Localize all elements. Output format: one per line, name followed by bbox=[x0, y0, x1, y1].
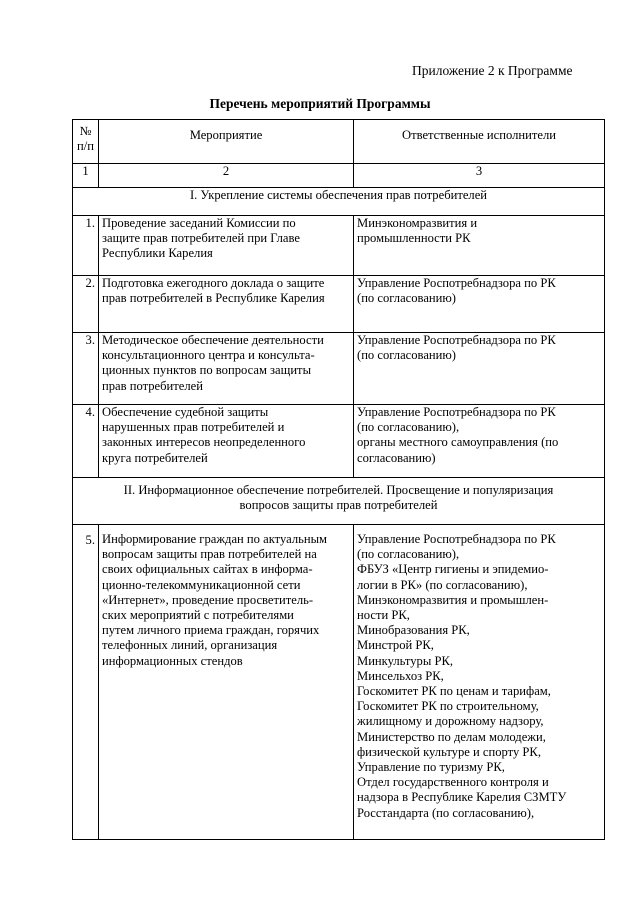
text-line: надзора в Республике Карелия СЗМТУ bbox=[357, 790, 567, 805]
text-line: Методическое обеспечение деятельности bbox=[102, 333, 324, 347]
text-line: физической культуре и спорту РК, bbox=[357, 744, 541, 759]
text-line: Минобразования РК, bbox=[357, 623, 470, 638]
text-line: круга потребителей bbox=[102, 450, 208, 465]
text-line: Росстандарта (по согласованию), bbox=[357, 805, 535, 820]
text-line: Управление Роспотребнадзора по РК bbox=[357, 276, 556, 290]
text-line: защите прав потребителей при Главе bbox=[102, 231, 300, 246]
text-line: ности РК, bbox=[357, 608, 410, 623]
text-line: путем личного приема граждан, горячих bbox=[102, 623, 320, 638]
text-line: Управление Роспотребнадзора по РК bbox=[357, 532, 556, 546]
row-number: 1. bbox=[73, 216, 99, 276]
text-line: Обеспечение судебной защиты bbox=[102, 405, 269, 419]
header-responsible: Ответственные исполнители bbox=[354, 120, 605, 164]
text-line: прав потребителей в Республике Карелия bbox=[102, 291, 325, 306]
text-line: вопросов защиты прав потребителей bbox=[239, 498, 438, 513]
text-line: ционно-телекоммуникационной сети bbox=[102, 577, 301, 592]
section-title: I. Укрепление системы обеспечения прав потребителей bbox=[73, 188, 605, 216]
text-line: информационных стендов bbox=[102, 653, 243, 668]
text-line: согласованию) bbox=[357, 450, 436, 465]
text-line: Минстрой РК, bbox=[357, 638, 434, 653]
text-line: Подготовка ежегодного доклада о защите bbox=[102, 276, 325, 290]
header-activity: Мероприятие bbox=[99, 120, 354, 164]
text-line: ционных пунктов по вопросам защиты bbox=[102, 363, 312, 378]
row-number: 4. bbox=[73, 405, 99, 478]
text-line: (по согласованию), bbox=[357, 420, 460, 435]
text-line: Минэкономразвития и промышлен- bbox=[357, 592, 549, 607]
section-row bbox=[73, 188, 605, 216]
column-numbers-row bbox=[73, 164, 605, 188]
text-line: своих официальных сайтах в информа- bbox=[102, 562, 313, 577]
text-line: вопросам защиты прав потребителей на bbox=[102, 547, 317, 562]
appendix-label: Приложение 2 к Программе bbox=[412, 63, 573, 78]
activity-cell bbox=[99, 333, 354, 405]
activity-cell bbox=[99, 276, 354, 333]
text-line: (по согласованию) bbox=[357, 348, 457, 363]
text-line: органы местного самоуправления (по bbox=[357, 435, 559, 450]
activity-cell bbox=[99, 216, 354, 276]
activities-table bbox=[72, 119, 605, 840]
text-line: Госкомитет РК по ценам и тарифам, bbox=[357, 684, 551, 699]
responsible-cell bbox=[354, 405, 605, 478]
column-number: 1 bbox=[73, 164, 99, 188]
text-line: Отдел государственного контроля и bbox=[357, 775, 549, 790]
column-number: 3 bbox=[354, 164, 605, 188]
table-row bbox=[73, 216, 605, 276]
header-num-line: п/п bbox=[77, 139, 94, 154]
text-line: прав потребителей bbox=[102, 378, 203, 393]
text-line: жилищному и дорожному надзору, bbox=[357, 714, 544, 729]
table-row bbox=[73, 276, 605, 333]
table-row bbox=[73, 333, 605, 405]
text-line: Минкультуры РК, bbox=[357, 653, 454, 668]
text-line: логии в РК» (по согласованию), bbox=[357, 577, 528, 592]
text-line: законных интересов неопределенного bbox=[102, 435, 306, 450]
text-line: ФБУЗ «Центр гигиены и эпидемио- bbox=[357, 562, 549, 577]
text-line: Минэкономразвития и bbox=[357, 216, 478, 230]
text-line: промышленности РК bbox=[357, 231, 471, 246]
activity-cell bbox=[99, 405, 354, 478]
text-line: (по согласованию), bbox=[357, 547, 460, 562]
text-line: «Интернет», проведение просветитель- bbox=[102, 592, 314, 607]
text-line: II. Информационное обеспечение потребителей. Просвещение и популяризация bbox=[123, 483, 554, 497]
document-title: Перечень мероприятий Программы bbox=[209, 96, 431, 111]
text-line: Республики Карелия bbox=[102, 246, 213, 261]
text-line: Госкомитет РК по строительному, bbox=[357, 699, 539, 714]
responsible-cell bbox=[354, 216, 605, 276]
text-line: Министерство по делам молодежи, bbox=[357, 729, 546, 744]
text-line: нарушенных прав потребителей и bbox=[102, 420, 285, 435]
responsible-cell bbox=[354, 333, 605, 405]
activity-cell bbox=[99, 525, 354, 840]
table-row bbox=[73, 405, 605, 478]
text-line: ских мероприятий с потребителями bbox=[102, 608, 294, 623]
text-line: (по согласованию) bbox=[357, 291, 457, 306]
row-number: 5. bbox=[73, 525, 99, 840]
row-number: 2. bbox=[73, 276, 99, 333]
text-line: телефонных линий, организация bbox=[102, 638, 278, 653]
header-num bbox=[73, 120, 99, 164]
text-line: Проведение заседаний Комиссии по bbox=[102, 216, 296, 230]
text-line: Управление по туризму РК, bbox=[357, 760, 505, 775]
table-row bbox=[73, 525, 605, 840]
column-number: 2 bbox=[99, 164, 354, 188]
header-row bbox=[73, 120, 605, 164]
text-line: консультационного центра и консульта- bbox=[102, 348, 315, 363]
text-line: Минсельхоз РК, bbox=[357, 668, 444, 683]
row-number: 3. bbox=[73, 333, 99, 405]
section-title bbox=[73, 478, 605, 525]
text-line: Информирование граждан по актуальным bbox=[102, 532, 328, 546]
text-line: Управление Роспотребнадзора по РК bbox=[357, 405, 556, 419]
section-row bbox=[73, 478, 605, 525]
responsible-cell bbox=[354, 525, 605, 840]
header-num-line: № bbox=[79, 124, 92, 138]
responsible-cell bbox=[354, 276, 605, 333]
text-line: Управление Роспотребнадзора по РК bbox=[357, 333, 556, 347]
